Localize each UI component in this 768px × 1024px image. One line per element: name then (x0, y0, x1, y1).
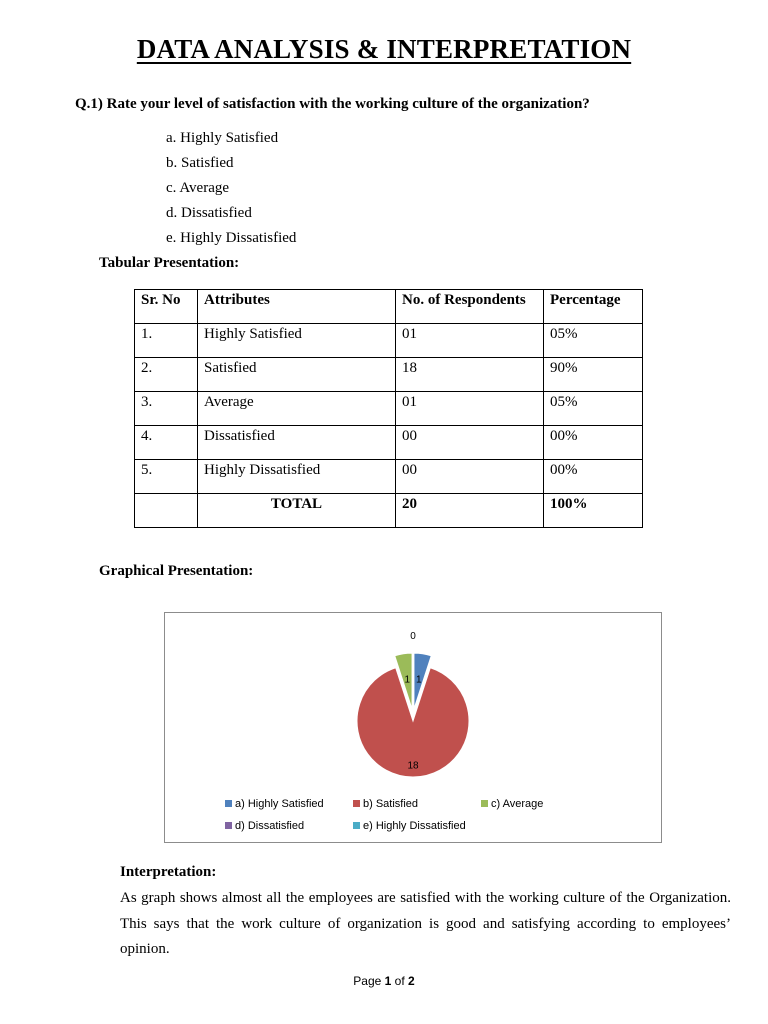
cell-attribute: Satisfied (198, 358, 396, 392)
data-label-dissatisfied: 0 (410, 631, 416, 642)
option-b: b. Satisfied (166, 155, 234, 171)
footer-current-page: 1 (384, 974, 392, 988)
legend-swatch (225, 822, 232, 829)
legend-swatch (481, 800, 488, 807)
legend-item-satisfied (353, 798, 418, 810)
pie-chart-frame (164, 612, 662, 843)
cell-respondents: 18 (396, 358, 544, 392)
header-percentage: Percentage (544, 290, 643, 324)
header-attributes: Attributes (198, 290, 396, 324)
table-row (135, 392, 643, 426)
table-row (135, 426, 643, 460)
page-title: DATA ANALYSIS & INTERPRETATION (136, 34, 632, 64)
legend-label: e) Highly Dissatisfied (363, 820, 466, 832)
option-c: c. Average (166, 180, 230, 196)
header-sr-no: Sr. No (135, 290, 198, 324)
cell-percentage: 05% (544, 392, 643, 426)
tabular-heading: Tabular Presentation: (99, 255, 240, 271)
cell-respondents: 01 (396, 392, 544, 426)
cell-percentage: 90% (544, 358, 643, 392)
cell-sr-no: 1. (135, 324, 198, 358)
data-label-satisfied: 18 (407, 760, 419, 772)
option-e: e. Highly Dissatisfied (166, 230, 297, 246)
legend-swatch (225, 800, 232, 807)
total-percentage: 100% (544, 494, 643, 528)
cell-respondents: 01 (396, 324, 544, 358)
cell-sr-no: 5. (135, 460, 198, 494)
cell-percentage: 00% (544, 460, 643, 494)
cell-attribute: Dissatisfied (198, 426, 396, 460)
survey-question: Q.1) Rate your level of satisfaction with the working culture of the organization? (75, 96, 590, 112)
table-row (135, 358, 643, 392)
legend-label: a) Highly Satisfied (235, 798, 324, 810)
cell-attribute: Highly Satisfied (198, 324, 396, 358)
legend-item-highly-satisfied (225, 798, 324, 810)
total-label: TOTAL (198, 494, 396, 528)
legend-swatch (353, 800, 360, 807)
legend-item-average (481, 798, 543, 810)
table-row (135, 460, 643, 494)
answer-options (166, 128, 296, 253)
graphical-heading: Graphical Presentation: (99, 563, 254, 579)
cell-percentage: 00% (544, 426, 643, 460)
data-label-average: 1 (404, 674, 411, 686)
legend-item-highly-dissatisfied (353, 820, 466, 832)
cell-sr-no: 2. (135, 358, 198, 392)
table-header-row (135, 290, 643, 324)
legend-label: c) Average (491, 798, 544, 810)
cell-percentage: 05% (544, 324, 643, 358)
legend-item-dissatisfied (225, 820, 304, 832)
cell-attribute: Highly Dissatisfied (198, 460, 396, 494)
legend-label: d) Dissatisfied (235, 820, 305, 832)
option-a: a. Highly Satisfied (166, 130, 279, 146)
header-respondents: No. of Respondents (396, 290, 544, 324)
cell-sr-no: 4. (135, 426, 198, 460)
interpretation-heading: Interpretation: (120, 864, 217, 880)
data-label-highly-satisfied: 1 (415, 674, 422, 686)
legend-swatch (353, 822, 360, 829)
option-d: d. Dissatisfied (166, 205, 252, 221)
total-respondents: 20 (396, 494, 544, 528)
cell-respondents: 00 (396, 426, 544, 460)
results-table (134, 289, 643, 528)
cell-respondents: 00 (396, 460, 544, 494)
footer-total-pages: 2 (408, 974, 415, 988)
table-total-row (135, 494, 643, 528)
interpretation-text: As graph shows almost all the employees are satisfied with the working culture of the Organization. This says that the work culture of organization is good and satisfying according to employees’ opinion. (120, 890, 731, 957)
cell-sr-no: 3. (135, 392, 198, 426)
page-footer (0, 974, 768, 988)
table-row (135, 324, 643, 358)
footer-middle: of (391, 974, 409, 988)
footer-prefix: Page (353, 974, 385, 988)
legend-label: b) Satisfied (363, 798, 419, 810)
cell-attribute: Average (198, 392, 396, 426)
cell-empty (135, 494, 198, 528)
